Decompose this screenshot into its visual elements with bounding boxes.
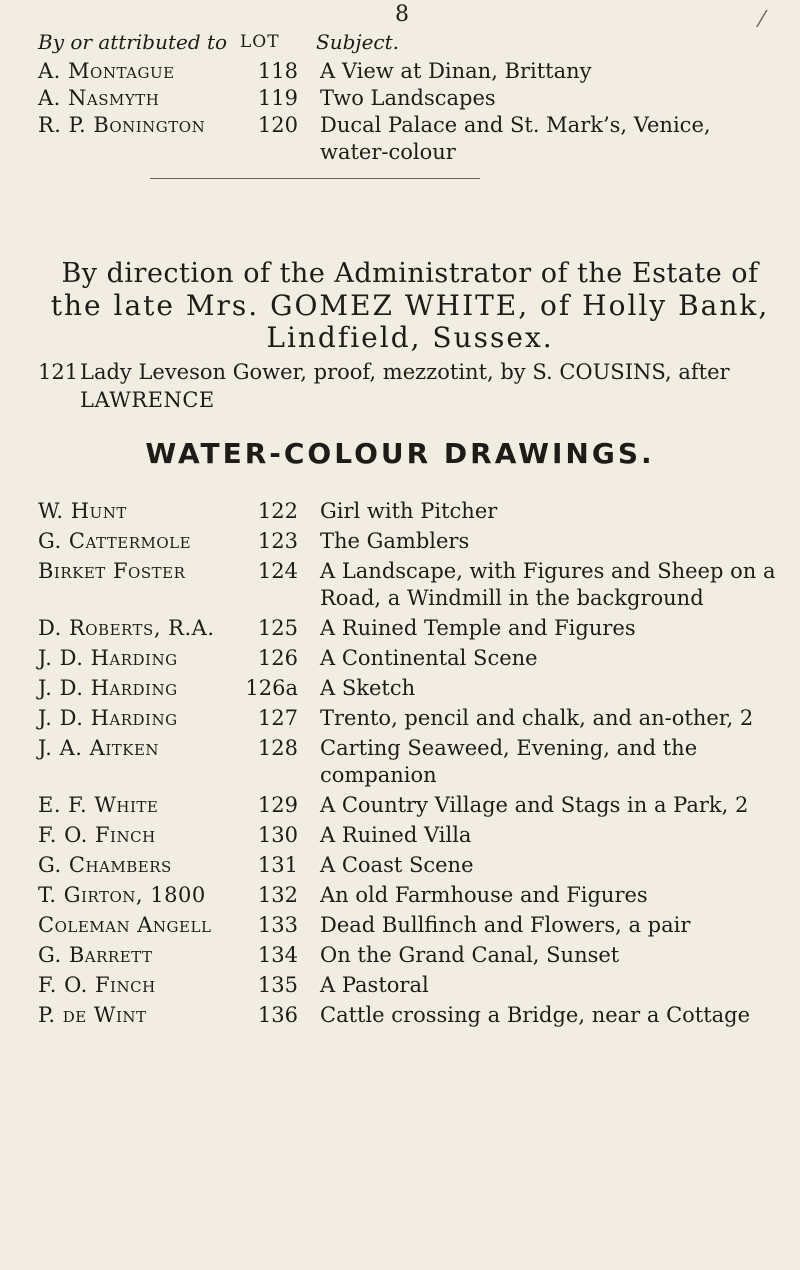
lot-row xyxy=(38,675,778,702)
lot-121 xyxy=(38,358,778,414)
lot-subject: Ducal Palace and St. Mark’s, Venice, water-colour xyxy=(320,113,711,164)
artist-name: D. Roberts, R.A. xyxy=(38,616,215,640)
lot-number: 134 xyxy=(257,943,298,967)
lot-row xyxy=(38,558,778,612)
lot-row xyxy=(38,112,778,166)
lot-number: 122 xyxy=(257,499,298,523)
watercolour-lot-table xyxy=(38,498,778,1032)
lot-number: 128 xyxy=(257,736,298,760)
lot-subject: Carting Seaweed, Evening, and the companion xyxy=(320,736,698,787)
artist-name: Birket Foster xyxy=(38,559,186,583)
lot-subject: An old Farmhouse and Figures xyxy=(320,883,648,907)
lot-row xyxy=(38,852,778,879)
lot-subject: A Coast Scene xyxy=(320,853,474,877)
section-divider xyxy=(150,178,480,179)
lot-description-continued: LAWRENCE xyxy=(80,388,215,412)
artist-name: W. Hunt xyxy=(38,499,127,523)
artist-name: J. D. Harding xyxy=(38,676,178,700)
lot-subject: Girl with Pitcher xyxy=(320,499,498,523)
lot-row xyxy=(38,85,778,112)
lot-number: 133 xyxy=(257,913,298,937)
lot-number: 126a xyxy=(245,676,298,700)
lot-number: 123 xyxy=(257,529,298,553)
lot-number: 124 xyxy=(257,559,298,583)
artist-name: R. P. Bonington xyxy=(38,113,206,137)
lot-number: 129 xyxy=(257,793,298,817)
lot-number: 132 xyxy=(257,883,298,907)
lot-number: 136 xyxy=(257,1003,298,1027)
lot-number: 121 xyxy=(38,360,79,384)
lot-subject: Two Landscapes xyxy=(320,86,496,110)
artist-name: E. F. White xyxy=(38,793,159,817)
lot-row xyxy=(38,498,778,525)
artist-name: J. D. Harding xyxy=(38,646,178,670)
lot-description: Lady Leveson Gower, proof, mezzotint, by S. COUSINS, after xyxy=(80,360,730,384)
artist-name: A. Montague xyxy=(38,59,175,83)
lot-subject: A Pastoral xyxy=(320,973,429,997)
lot-number: 130 xyxy=(257,823,298,847)
lot-number: 131 xyxy=(257,853,298,877)
lot-row xyxy=(38,615,778,642)
artist-name: J. D. Harding xyxy=(38,706,178,730)
lot-row xyxy=(38,528,778,555)
artist-name: A. Nasmyth xyxy=(38,86,160,110)
direction-line: the late Mrs. GOMEZ WHITE, of Holly Bank, xyxy=(50,289,770,322)
lot-number: 126 xyxy=(257,646,298,670)
lot-subject: A Landscape, with Figures and Sheep on a Road, a Windmill in the background xyxy=(320,559,776,610)
column-header xyxy=(38,30,778,58)
lot-subject: On the Grand Canal, Sunset xyxy=(320,943,620,967)
lot-row xyxy=(38,822,778,849)
lot-row xyxy=(38,645,778,672)
artist-name: F. O. Finch xyxy=(38,973,156,997)
direction-line: By direction of the Administrator of the Estate of xyxy=(61,258,759,289)
artist-name: G. Cattermole xyxy=(38,529,192,553)
artist-name: G. Barrett xyxy=(38,943,153,967)
lot-number: 119 xyxy=(257,86,298,110)
lot-row xyxy=(38,912,778,939)
lot-row xyxy=(38,58,778,85)
lot-subject: Trento, pencil and chalk, and an-other, 2 xyxy=(320,706,754,730)
lot-row xyxy=(38,735,778,789)
section-title: WATER-COLOUR DRAWINGS. xyxy=(145,437,655,470)
lot-row xyxy=(38,705,778,732)
lot-number: 135 xyxy=(257,973,298,997)
lot-row xyxy=(38,1002,778,1029)
header-lot: LOT xyxy=(240,32,280,52)
lot-subject: Cattle crossing a Bridge, near a Cottage xyxy=(320,1003,751,1027)
lot-subject: A Ruined Villa xyxy=(320,823,472,847)
lot-row xyxy=(38,792,778,819)
lot-number: 118 xyxy=(257,59,298,83)
lot-subject: A Continental Scene xyxy=(320,646,538,670)
lot-subject: A Ruined Temple and Figures xyxy=(320,616,636,640)
estate-direction-notice xyxy=(30,258,790,354)
lot-row xyxy=(38,972,778,999)
artist-name: G. Chambers xyxy=(38,853,172,877)
artist-name: T. Girton, 1800 xyxy=(38,883,206,907)
lot-subject: Dead Bullfinch and Flowers, a pair xyxy=(320,913,691,937)
top-lot-table xyxy=(38,30,778,166)
artist-name: Coleman Angell xyxy=(38,913,212,937)
pencil-mark-icon: ⁄ xyxy=(760,8,764,33)
lot-subject: A Sketch xyxy=(320,676,416,700)
direction-line: Lindfield, Sussex. xyxy=(266,321,554,354)
lot-subject: The Gamblers xyxy=(320,529,470,553)
lot-number: 125 xyxy=(257,616,298,640)
lot-row xyxy=(38,942,778,969)
lot-number: 120 xyxy=(257,113,298,137)
lot-number: 127 xyxy=(257,706,298,730)
lot-subject: A Country Village and Stags in a Park, 2 xyxy=(320,793,749,817)
lot-row xyxy=(38,882,778,909)
lot-subject: A View at Dinan, Brittany xyxy=(320,59,592,83)
artist-name: J. A. Aitken xyxy=(38,736,160,760)
header-subject: Subject. xyxy=(316,30,400,54)
artist-name: F. O. Finch xyxy=(38,823,156,847)
artist-name: P. de Wint xyxy=(38,1003,147,1027)
page-number: 8 xyxy=(395,2,409,27)
header-artist: By or attributed to xyxy=(38,30,228,54)
